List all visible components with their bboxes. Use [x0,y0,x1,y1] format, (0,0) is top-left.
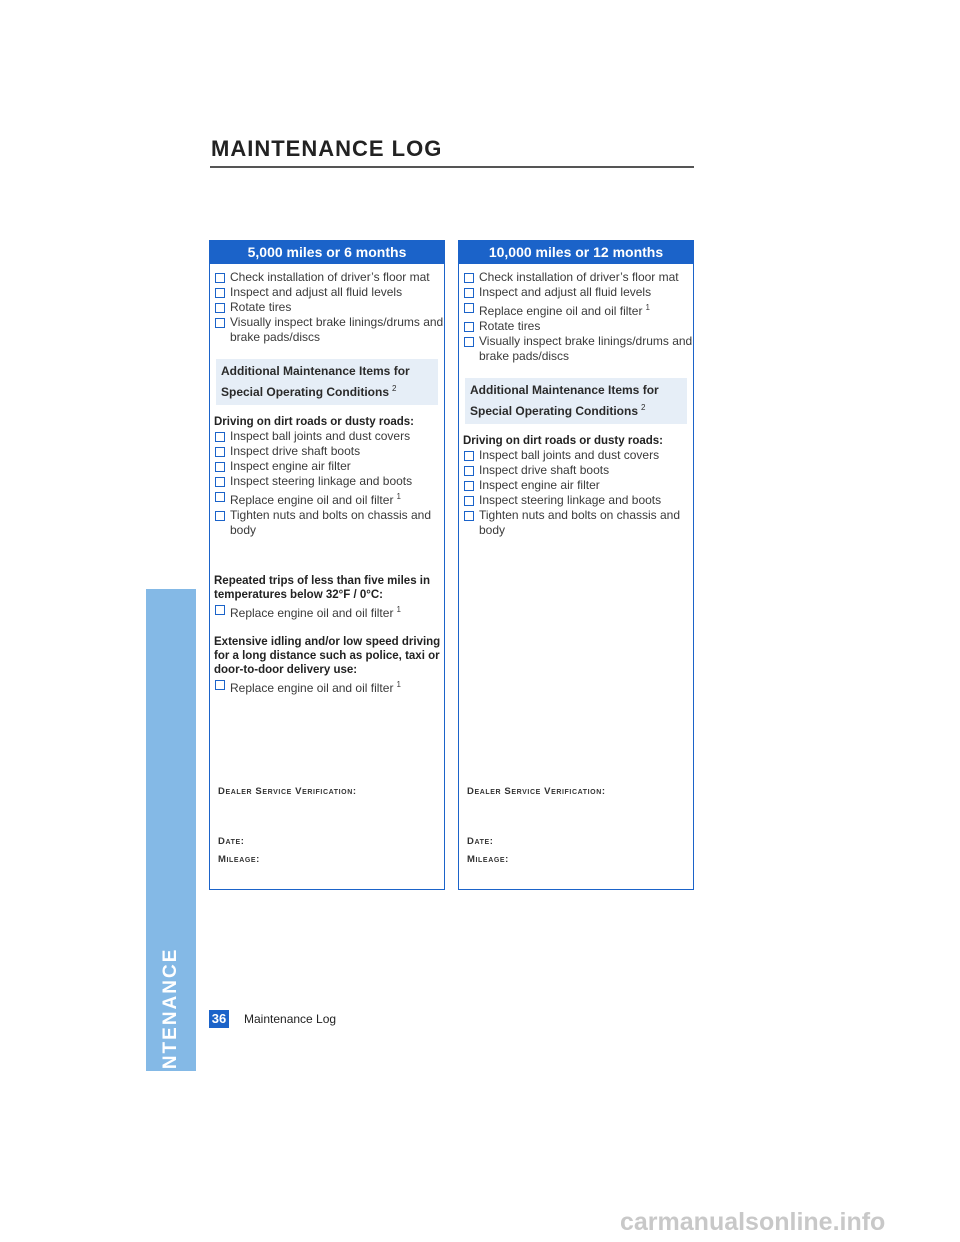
page-title: MAINTENANCE LOG [211,136,443,161]
checklist-item [214,315,444,345]
checklist [210,270,444,345]
checkbox[interactable] [215,432,225,442]
checkbox[interactable] [215,288,225,298]
checklist-item [214,677,444,696]
checklist-item [463,508,693,538]
watermark: carmanualsonline.info [620,1208,886,1236]
checklist-item [463,285,693,300]
special-conditions-heading [216,359,438,405]
checklist-item [463,478,693,493]
checklist-item-text: Inspect and adjust all fluid levels [479,285,652,299]
checkbox[interactable] [464,466,474,476]
special-conditions-title: Additional Maintenance Items for Special Operating Conditions [221,364,410,399]
interval-10000-panel [458,240,694,890]
side-tab-label: MAINTENANCE [160,947,181,1110]
condition-checklist [210,429,444,538]
checklist-item-text: Inspect engine air filter [230,459,351,473]
checkbox[interactable] [464,273,474,283]
checklist-item-text: Tighten nuts and bolts on chassis and body [479,508,681,537]
checklist-item [214,429,444,444]
mileage-label: Mileage: [467,854,509,865]
checkbox[interactable] [464,337,474,347]
interval-header: 10,000 miles or 12 months [458,240,694,264]
checkbox[interactable] [215,605,225,615]
page-number: 36 [209,1010,229,1028]
footnote-marker: 1 [645,303,650,312]
checkbox[interactable] [215,511,225,521]
checklist-item [214,508,444,538]
checkbox[interactable] [215,273,225,283]
checkbox[interactable] [215,462,225,472]
checklist-item-text: Visually inspect brake linings/drums and brake pads/discs [230,315,444,344]
checklist-item-text: Inspect ball joints and dust covers [479,448,660,462]
checklist-item-text: Inspect drive shaft boots [479,463,610,477]
checkbox[interactable] [464,288,474,298]
checklist-item-text: Replace engine oil and oil filter [230,606,394,620]
checklist-item [463,493,693,508]
footnote-marker: 1 [396,605,401,614]
condition-title: Driving on dirt roads or dusty roads: [214,416,414,428]
condition-checklist [210,602,444,621]
checklist-item [214,474,444,489]
checkbox[interactable] [464,451,474,461]
dealer-verification-label: Dealer Service Verification: [218,786,357,797]
checklist-item [214,285,444,300]
checkbox[interactable] [464,303,474,313]
checklist-item-text: Replace engine oil and oil filter [230,681,394,695]
checklist-item-text: Inspect ball joints and dust covers [230,429,411,443]
interval-5000-panel [209,240,445,890]
checkbox[interactable] [215,680,225,690]
checklist-item-text: Inspect drive shaft boots [230,444,361,458]
checklist-item-text: Inspect steering linkage and boots [230,474,413,488]
checklist-item [214,459,444,474]
checkbox[interactable] [215,492,225,502]
checklist-item [463,270,693,285]
checkbox[interactable] [464,322,474,332]
checklist-item-text: Tighten nuts and bolts on chassis and body [230,508,432,537]
checklist-item-text: Inspect and adjust all fluid levels [230,285,403,299]
checklist-item [463,448,693,463]
checklist-item-text: Check installation of driver’s floor mat [479,270,679,284]
checkbox[interactable] [215,318,225,328]
condition-title: Repeated trips of less than five miles in temperatures below 32°F / 0°C: [214,575,431,601]
checklist-item-text: Rotate tires [230,300,292,314]
checkbox[interactable] [464,481,474,491]
checklist-item [214,489,444,508]
date-label: Date: [467,836,494,847]
checklist-item [214,300,444,315]
condition-title: Driving on dirt roads or dusty roads: [463,435,663,447]
checkbox[interactable] [464,496,474,506]
checklist-item-text: Check installation of driver’s floor mat [230,270,430,284]
checklist-item-text: Replace engine oil and oil filter [479,304,643,318]
checklist-item [463,463,693,478]
condition-checklist [459,448,693,538]
checkbox[interactable] [215,303,225,313]
checkbox[interactable] [464,511,474,521]
checklist-item [214,270,444,285]
checklist [459,270,693,364]
checklist-item [463,319,693,334]
checklist-item [463,300,693,319]
interval-header: 5,000 miles or 6 months [209,240,445,264]
checklist-item [463,334,693,364]
checkbox[interactable] [215,477,225,487]
checklist-item [214,602,444,621]
footnote-marker: 1 [396,680,401,689]
checklist-item-text: Replace engine oil and oil filter [230,493,394,507]
checklist-item-text: Inspect steering linkage and boots [479,493,662,507]
condition-checklist [210,677,444,696]
dealer-verification-label: Dealer Service Verification: [467,786,606,797]
footnote-marker: 2 [641,403,646,412]
checkbox[interactable] [215,447,225,457]
condition-title: Extensive idling and/or low speed driving for a long distance such as police, taxi or door-to-door delivery use: [214,636,441,676]
footnote-marker: 1 [396,492,401,501]
date-label: Date: [218,836,245,847]
mileage-label: Mileage: [218,854,260,865]
side-section-tab [146,589,196,1110]
title-divider [210,166,694,168]
special-conditions-title: Additional Maintenance Items for Special Operating Conditions [470,383,659,418]
checklist-item-text: Inspect engine air filter [479,478,600,492]
checklist-item-text: Rotate tires [479,319,541,333]
footnote-marker: 2 [392,384,397,393]
footer-section-label: Maintenance Log [244,1012,337,1026]
checklist-item-text: Visually inspect brake linings/drums and brake pads/discs [479,334,693,363]
checklist-item [214,444,444,459]
special-conditions-heading [465,378,687,424]
